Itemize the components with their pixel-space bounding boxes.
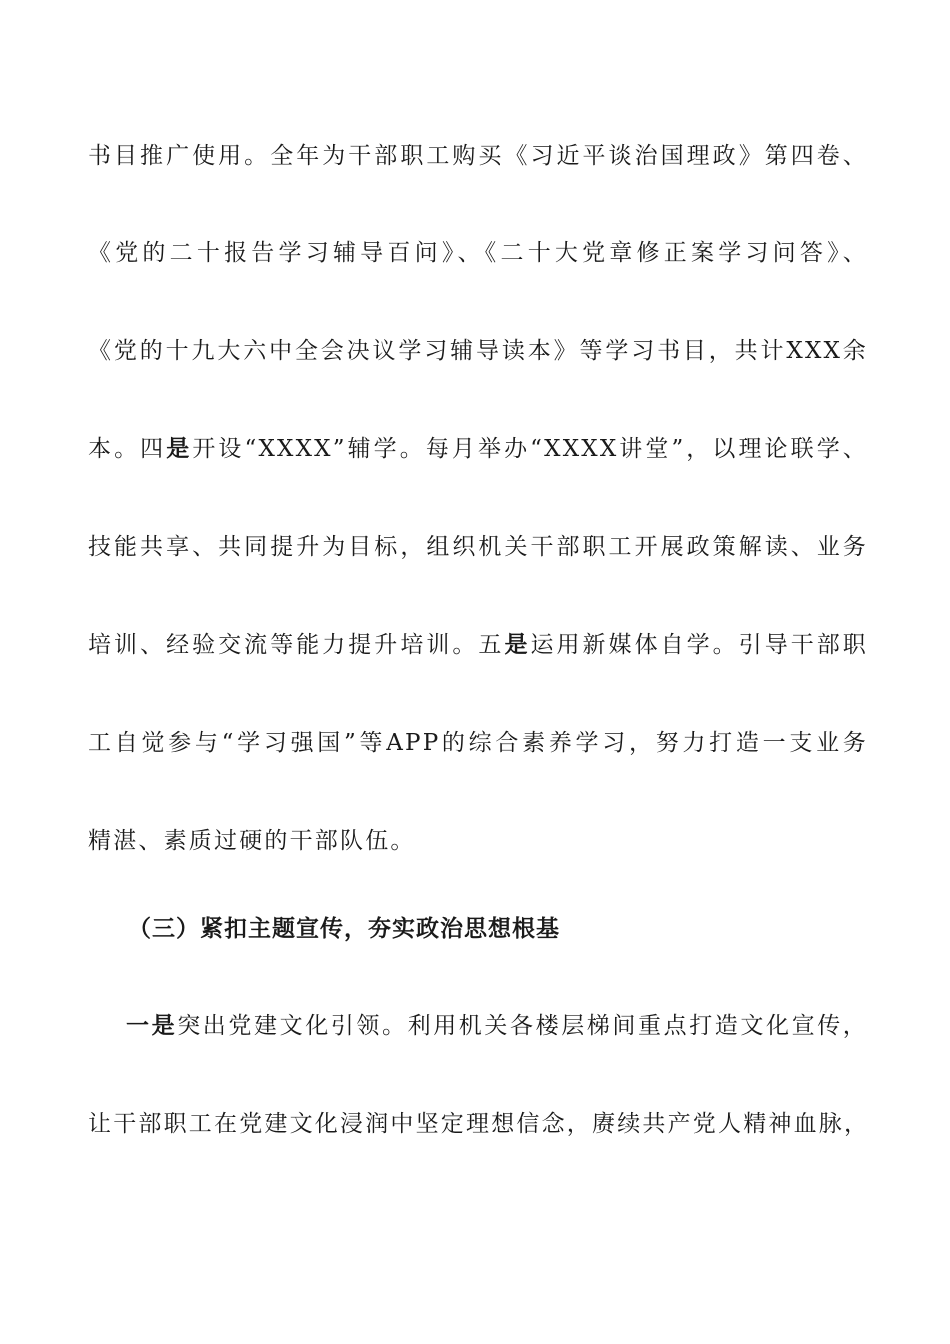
text-segment: 突出党建文化引领。利用机关各楼层梯间重点打造文化宣传， bbox=[177, 1013, 868, 1039]
text-segment: 培训、经验交流等能力提升培训。五 bbox=[88, 632, 505, 658]
paragraph-line-2 bbox=[88, 237, 868, 269]
text-segment: 书目推广使用。全年为干部职工购买《习近平谈治国理政》第四卷、 bbox=[88, 143, 868, 169]
paragraph-line-6 bbox=[88, 629, 868, 661]
paragraph-line-8 bbox=[88, 825, 868, 857]
bold-text: 一是 bbox=[126, 1012, 178, 1039]
text-segment: 开设“XXXX”辅学。每月举办“XXXX讲堂”，以理论联学、 bbox=[192, 436, 868, 462]
text-segment: 技能共享、共同提升为目标，组织机关干部职工开展政策解读、业务 bbox=[88, 534, 868, 560]
text-segment: 让干部职工在党建文化浸润中坚定理想信念，赓续共产党人精神血脉， bbox=[88, 1111, 870, 1137]
text-segment: 《党的二十报告学习辅导百问》、《二十大党章修正案学习问答》、 bbox=[88, 240, 868, 266]
text-segment: 工自觉参与“学习强国”等APP的综合素养学习，努力打造一支业务 bbox=[88, 730, 868, 756]
paragraph-line-10 bbox=[88, 1108, 868, 1140]
bold-text: 是 bbox=[504, 631, 531, 658]
paragraph-line-3 bbox=[88, 335, 868, 367]
text-segment: 《党的十九大六中全会决议学习辅导读本》等学习书目，共计XXX余 bbox=[88, 338, 868, 364]
paragraph-line-5 bbox=[88, 531, 868, 563]
paragraph-line-1 bbox=[88, 140, 868, 172]
bold-text: （三）紧扣主题宣传，夯实政治思想根基 bbox=[128, 915, 560, 942]
paragraph-line-4 bbox=[88, 433, 868, 465]
text-segment: 本。四 bbox=[88, 436, 167, 462]
bold-text: 是 bbox=[166, 435, 193, 462]
paragraph-line-7 bbox=[88, 727, 868, 759]
section-heading bbox=[128, 913, 908, 945]
text-segment: 精湛、素质过硬的干部队伍。 bbox=[88, 828, 416, 854]
paragraph-line-9 bbox=[126, 1010, 868, 1042]
text-segment: 运用新媒体自学。引导干部职 bbox=[530, 632, 868, 658]
